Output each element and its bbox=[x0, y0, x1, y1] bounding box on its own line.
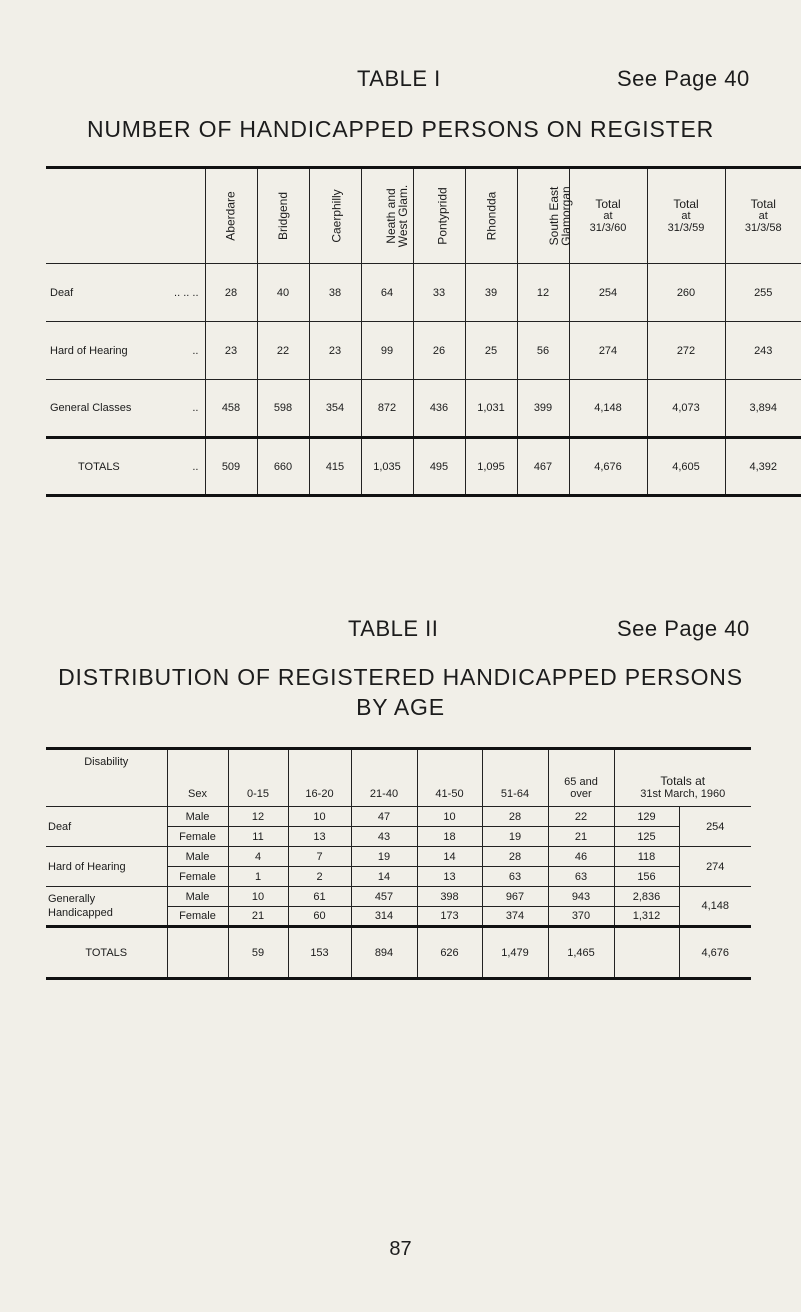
cell: 374 bbox=[482, 907, 548, 927]
table1-corner bbox=[46, 168, 205, 264]
col-south-east-glamorgan: South East Glamorgan bbox=[517, 168, 569, 264]
page-number: 87 bbox=[389, 1238, 412, 1260]
hdr-totals: Totals at 31st March, 1960 bbox=[614, 749, 751, 807]
cell: 10 bbox=[417, 807, 482, 827]
cell: 28 bbox=[482, 807, 548, 827]
group-total: 4,148 bbox=[679, 887, 751, 927]
hdr-age-65-over: 65 and over bbox=[548, 749, 614, 807]
cell: 38 bbox=[309, 264, 361, 322]
table1-see-page: See Page 40 bbox=[617, 66, 750, 91]
table1 bbox=[46, 166, 801, 497]
sex-cell: Female bbox=[167, 867, 228, 887]
col-total-1958: Total at 31/3/58 bbox=[725, 168, 801, 264]
cell: 10 bbox=[228, 887, 288, 907]
cell bbox=[167, 927, 228, 979]
cell: 10 bbox=[288, 807, 351, 827]
cell: 23 bbox=[309, 322, 361, 380]
table2-title-line2: BY AGE bbox=[356, 694, 445, 720]
table1-title: NUMBER OF HANDICAPPED PERSONS ON REGISTER bbox=[86, 116, 715, 142]
cell: 4,148 bbox=[569, 380, 647, 438]
cell: 598 bbox=[257, 380, 309, 438]
cell: 1,465 bbox=[548, 927, 614, 979]
cell: 399 bbox=[517, 380, 569, 438]
col-aberdare: Aberdare bbox=[205, 168, 257, 264]
totals-label: TOTALS bbox=[46, 927, 167, 979]
sex-cell: Male bbox=[167, 807, 228, 827]
cell: 46 bbox=[548, 847, 614, 867]
cell: 129 bbox=[614, 807, 679, 827]
sex-cell: Male bbox=[167, 887, 228, 907]
cell: 967 bbox=[482, 887, 548, 907]
sex-cell: Female bbox=[167, 907, 228, 927]
cell: 22 bbox=[548, 807, 614, 827]
cell: 943 bbox=[548, 887, 614, 907]
col-rhondda: Rhondda bbox=[465, 168, 517, 264]
cell: 3,894 bbox=[725, 380, 801, 438]
cell: 255 bbox=[725, 264, 801, 322]
cell: 39 bbox=[465, 264, 517, 322]
cell: 370 bbox=[548, 907, 614, 927]
cell: 272 bbox=[647, 322, 725, 380]
cell: 153 bbox=[288, 927, 351, 979]
cell: 1 bbox=[228, 867, 288, 887]
cell: 509 bbox=[205, 438, 257, 496]
cell: 99 bbox=[361, 322, 413, 380]
table1-row-general-classes bbox=[46, 380, 801, 438]
group-total: 274 bbox=[679, 847, 751, 887]
cell: 458 bbox=[205, 380, 257, 438]
cell: 436 bbox=[413, 380, 465, 438]
hdr-age-41-50: 41-50 bbox=[417, 749, 482, 807]
sex-cell: Male bbox=[167, 847, 228, 867]
cell: 12 bbox=[517, 264, 569, 322]
cell: 47 bbox=[351, 807, 417, 827]
table2-header-row bbox=[46, 749, 751, 807]
disability-deaf: Deaf bbox=[46, 807, 167, 847]
cell: 1,312 bbox=[614, 907, 679, 927]
hdr-disability: Disability bbox=[46, 749, 167, 807]
table2-see-page: See Page 40 bbox=[617, 616, 750, 641]
cell: 4,392 bbox=[725, 438, 801, 496]
table2-row-totals bbox=[46, 927, 751, 979]
row-label: Hard of Hearing .. bbox=[46, 322, 205, 380]
col-caerphilly: Caerphilly bbox=[309, 168, 361, 264]
disability-generally-handicapped: Generally Handicapped bbox=[46, 887, 167, 927]
table1-row-hard-of-hearing bbox=[46, 322, 801, 380]
cell: 243 bbox=[725, 322, 801, 380]
cell: 1,035 bbox=[361, 438, 413, 496]
cell: 22 bbox=[257, 322, 309, 380]
cell bbox=[614, 927, 679, 979]
cell: 11 bbox=[228, 827, 288, 847]
cell: 19 bbox=[351, 847, 417, 867]
cell: 7 bbox=[288, 847, 351, 867]
table1-header-row bbox=[46, 168, 801, 264]
hdr-age-16-20: 16-20 bbox=[288, 749, 351, 807]
cell: 59 bbox=[228, 927, 288, 979]
cell: 495 bbox=[413, 438, 465, 496]
cell: 894 bbox=[351, 927, 417, 979]
cell: 467 bbox=[517, 438, 569, 496]
cell: 4,676 bbox=[569, 438, 647, 496]
table2-row bbox=[46, 807, 751, 827]
row-label: General Classes .. bbox=[46, 380, 205, 438]
cell: 25 bbox=[465, 322, 517, 380]
cell: 63 bbox=[548, 867, 614, 887]
cell: 398 bbox=[417, 887, 482, 907]
cell: 314 bbox=[351, 907, 417, 927]
table2-row bbox=[46, 847, 751, 867]
cell: 33 bbox=[413, 264, 465, 322]
cell: 13 bbox=[417, 867, 482, 887]
cell: 1,031 bbox=[465, 380, 517, 438]
cell: 1,095 bbox=[465, 438, 517, 496]
hdr-age-0-15: 0-15 bbox=[228, 749, 288, 807]
col-pontypridd: Pontypridd bbox=[413, 168, 465, 264]
col-total-1960: Total at 31/3/60 bbox=[569, 168, 647, 264]
cell: 14 bbox=[417, 847, 482, 867]
cell: 23 bbox=[205, 322, 257, 380]
cell: 2,836 bbox=[614, 887, 679, 907]
cell: 28 bbox=[482, 847, 548, 867]
cell: 260 bbox=[647, 264, 725, 322]
hdr-sex: Sex bbox=[167, 749, 228, 807]
cell: 872 bbox=[361, 380, 413, 438]
cell: 61 bbox=[288, 887, 351, 907]
hdr-age-21-40: 21-40 bbox=[351, 749, 417, 807]
cell: 60 bbox=[288, 907, 351, 927]
cell: 19 bbox=[482, 827, 548, 847]
cell: 26 bbox=[413, 322, 465, 380]
cell: 274 bbox=[569, 322, 647, 380]
cell: 254 bbox=[569, 264, 647, 322]
cell: 56 bbox=[517, 322, 569, 380]
cell: 156 bbox=[614, 867, 679, 887]
cell: 43 bbox=[351, 827, 417, 847]
col-bridgend: Bridgend bbox=[257, 168, 309, 264]
cell: 415 bbox=[309, 438, 361, 496]
cell: 21 bbox=[228, 907, 288, 927]
cell: 457 bbox=[351, 887, 417, 907]
cell: 18 bbox=[417, 827, 482, 847]
col-neath-west-glam: Neath and West Glam. bbox=[361, 168, 413, 264]
table2-row bbox=[46, 887, 751, 907]
sex-cell: Female bbox=[167, 827, 228, 847]
cell: 2 bbox=[288, 867, 351, 887]
table2 bbox=[46, 747, 751, 980]
disability-hard-of-hearing: Hard of Hearing bbox=[46, 847, 167, 887]
table1-label: TABLE I bbox=[357, 66, 441, 91]
table2-label: TABLE II bbox=[348, 616, 439, 641]
cell: 1,479 bbox=[482, 927, 548, 979]
row-label: Deaf .. .. .. bbox=[46, 264, 205, 322]
cell: 118 bbox=[614, 847, 679, 867]
cell: 4,605 bbox=[647, 438, 725, 496]
cell: 28 bbox=[205, 264, 257, 322]
table1-row-deaf bbox=[46, 264, 801, 322]
cell: 125 bbox=[614, 827, 679, 847]
cell: 40 bbox=[257, 264, 309, 322]
cell: 63 bbox=[482, 867, 548, 887]
cell: 626 bbox=[417, 927, 482, 979]
group-total: 254 bbox=[679, 807, 751, 847]
hdr-age-51-64: 51-64 bbox=[482, 749, 548, 807]
table2-title: DISTRIBUTION OF REGISTERED HANDICAPPED PERSONS bbox=[58, 664, 743, 690]
cell: 21 bbox=[548, 827, 614, 847]
table1-row-totals bbox=[46, 438, 801, 496]
cell: 14 bbox=[351, 867, 417, 887]
cell: 354 bbox=[309, 380, 361, 438]
cell: 13 bbox=[288, 827, 351, 847]
cell: 173 bbox=[417, 907, 482, 927]
cell: 12 bbox=[228, 807, 288, 827]
grand-total: 4,676 bbox=[679, 927, 751, 979]
cell: 4,073 bbox=[647, 380, 725, 438]
cell: 660 bbox=[257, 438, 309, 496]
cell: 4 bbox=[228, 847, 288, 867]
col-total-1959: Total at 31/3/59 bbox=[647, 168, 725, 264]
cell: 64 bbox=[361, 264, 413, 322]
row-label: TOTALS .. bbox=[46, 438, 205, 496]
